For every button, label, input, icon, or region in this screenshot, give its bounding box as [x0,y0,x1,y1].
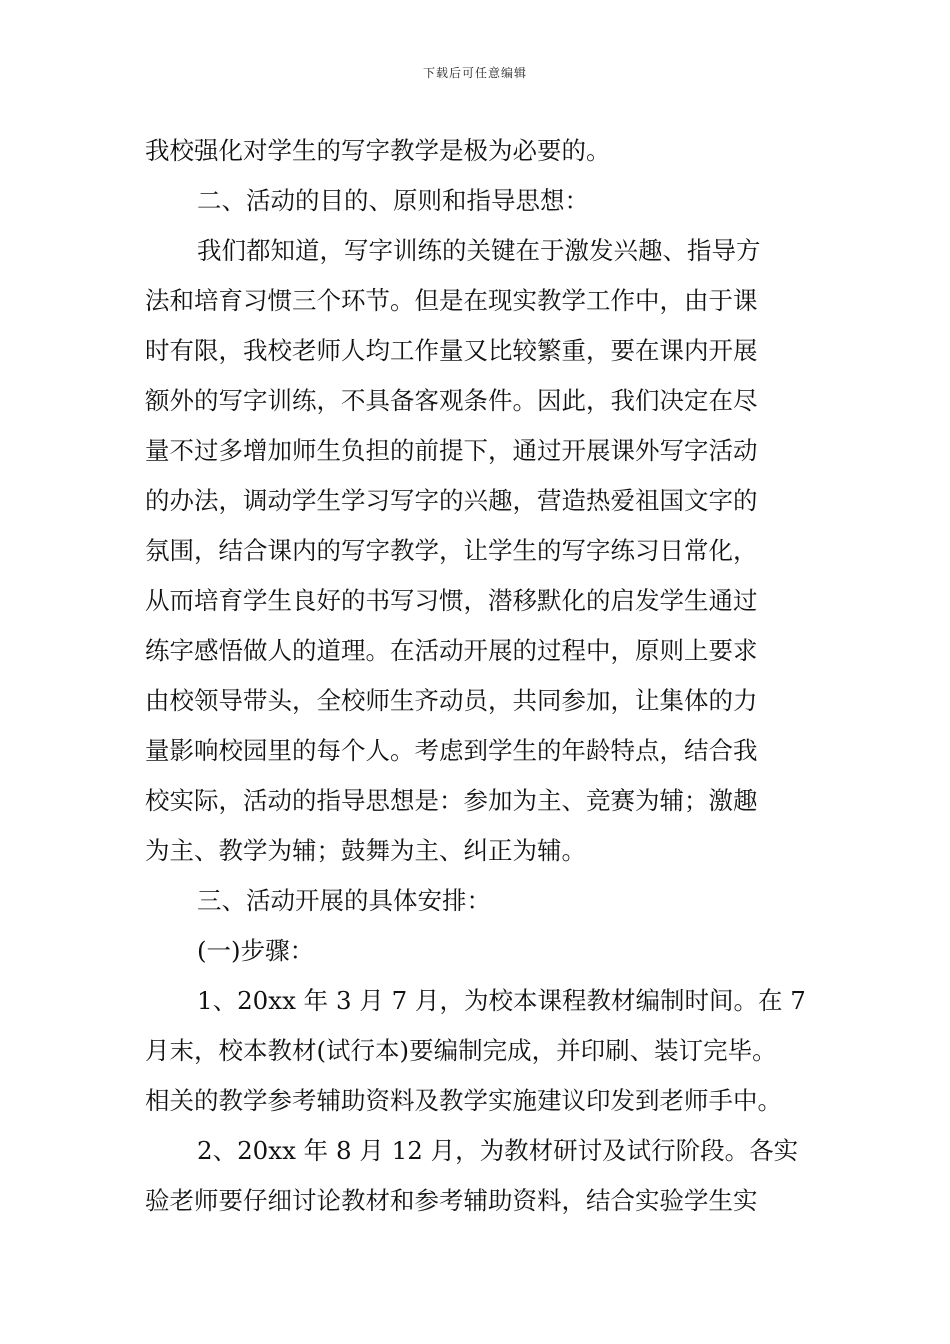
text-line: 校实际，活动的指导思想是：参加为主、竞赛为辅；激趣 [145,786,758,815]
text-line: 量不过多增加师生负担的前提下，通过开展课外写字活动 [145,436,758,465]
text-line: 额外的写字训练，不具备客观条件。因此，我们决定在尽 [145,386,758,415]
text-line: 从而培育学生良好的书写习惯，潜移默化的启发学生通过 [145,586,758,615]
text-line: 二、活动的目的、原则和指导思想： [197,186,589,215]
text-line: (一)步骤： [197,936,315,965]
text-line: 练字感悟做人的道理。在活动开展的过程中，原则上要求 [145,636,758,665]
text-line: 三、活动开展的具体安排： [197,886,491,915]
text-line: 量影响校园里的每个人。考虑到学生的年龄特点，结合我 [145,736,758,765]
text-line: 1、20xx 年 3 月 7 月，为校本课程教材编制时间。在 7 [197,986,806,1015]
text-line: 时有限，我校老师人均工作量又比较繁重，要在课内开展 [145,336,758,365]
text-line: 月末，校本教材(试行本)要编制完成，并印刷、装订完毕。 [145,1036,777,1065]
text-line: 相关的教学参考辅助资料及教学实施建议印发到老师手中。 [145,1086,782,1115]
text-line: 氛围，结合课内的写字教学，让学生的写字练习日常化， [145,536,758,565]
text-line: 我们都知道，写字训练的关键在于激发兴趣、指导方 [197,236,761,265]
document-body [145,126,813,1226]
text-line: 法和培育习惯三个环节。但是在现实教学工作中，由于课 [145,286,758,315]
page-header: 下载后可任意编辑 [422,66,527,80]
text-line: 为主、教学为辅；鼓舞为主、纠正为辅。 [145,836,586,865]
text-line: 2、20xx 年 8 月 12 月，为教材研讨及试行阶段。各实 [197,1136,799,1165]
text-line: 验老师要仔细讨论教材和参考辅助资料，结合实验学生实 [145,1186,758,1215]
text-line: 由校领导带头，全校师生齐动员，共同参加，让集体的力 [145,686,758,715]
text-line: 的办法，调动学生学习写字的兴趣，营造热爱祖国文字的 [145,486,758,515]
text-line: 我校强化对学生的写字教学是极为必要的。 [145,136,611,165]
